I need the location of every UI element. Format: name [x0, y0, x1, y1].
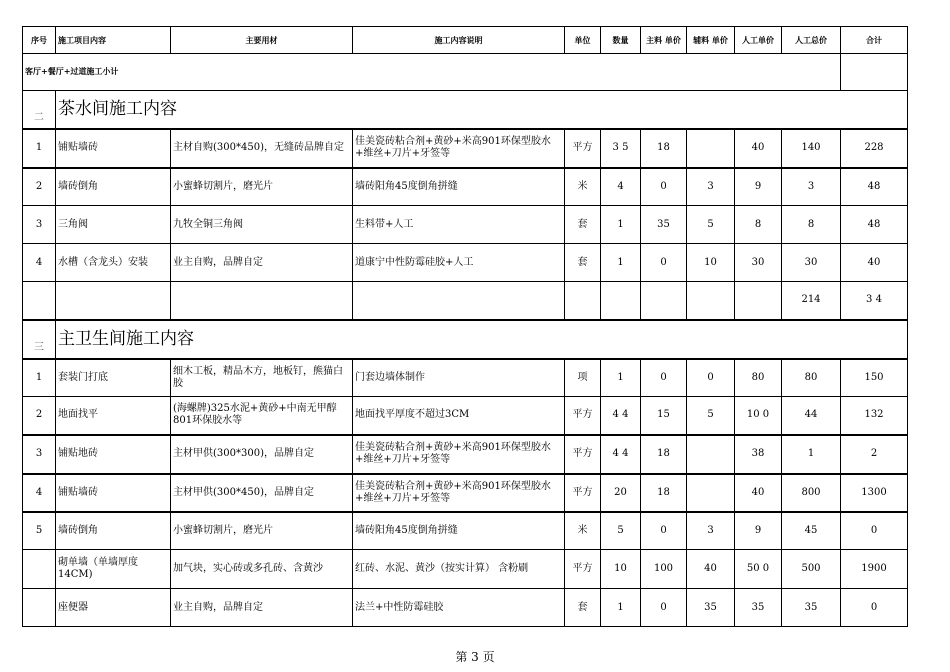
empty-cell	[23, 282, 56, 320]
row-aux-price: 0	[687, 359, 735, 397]
row-no: 4	[23, 244, 56, 282]
section-header	[23, 91, 908, 129]
row-item: 套装门打底	[56, 359, 171, 397]
empty-cell	[687, 282, 735, 320]
row-desc: 佳美瓷砖粘合剂+黄砂+米高901环保型胶水+维丝+刀片+牙签等	[353, 435, 565, 474]
empty-cell	[56, 282, 171, 320]
row-labor-price: 35	[735, 589, 782, 627]
row-material: 细木工板，精品木方，地板钉，熊猫白胶	[171, 359, 353, 397]
row-unit: 套	[565, 244, 601, 282]
row-material: 小蜜蜂切割片，磨光片	[171, 168, 353, 206]
table-row	[23, 589, 908, 627]
row-labor-price: 10 0	[735, 397, 782, 435]
row-unit: 平方	[565, 435, 601, 474]
row-item: 墙砖倒角	[56, 512, 171, 550]
row-main-price: 0	[641, 168, 687, 206]
row-qty: 1	[601, 206, 641, 244]
row-total: 1300	[841, 474, 908, 512]
row-main-price: 0	[641, 512, 687, 550]
row-labor-total: 35	[782, 589, 841, 627]
row-labor-total: 500	[782, 550, 841, 589]
row-labor-total: 3	[782, 168, 841, 206]
table-row	[23, 359, 908, 397]
section-filler	[565, 91, 908, 129]
row-labor-price: 30	[735, 244, 782, 282]
row-unit: 米	[565, 512, 601, 550]
row-desc: 墙砖阳角45度倒角拼缝	[353, 168, 565, 206]
row-desc: 佳美瓷砖粘合剂+黄砂+米高901环保型胶水+维丝+刀片+牙签等	[353, 129, 565, 168]
row-aux-price: 3	[687, 168, 735, 206]
row-labor-price: 8	[735, 206, 782, 244]
row-total: 0	[841, 512, 908, 550]
row-desc: 墙砖阳角45度倒角拼缝	[353, 512, 565, 550]
row-main-price: 0	[641, 244, 687, 282]
table-row	[23, 474, 908, 512]
section-number: 三	[23, 320, 56, 359]
row-qty: 10	[601, 550, 641, 589]
row-total: 0	[841, 589, 908, 627]
row-desc: 法兰+中性防霉硅胶	[353, 589, 565, 627]
row-qty: 20	[601, 474, 641, 512]
row-total: 48	[841, 206, 908, 244]
row-aux-price: 40	[687, 550, 735, 589]
page-number: 第 3 页	[455, 650, 495, 664]
header-cell: 施工项目内容	[56, 27, 171, 54]
section-sum-row	[23, 282, 908, 320]
row-total: 40	[841, 244, 908, 282]
section-title: 主卫生间施工内容	[56, 320, 565, 359]
header-cell: 主料 单价	[641, 27, 687, 54]
header-cell: 人工单价	[735, 27, 782, 54]
row-total: 2	[841, 435, 908, 474]
section-title: 茶水间施工内容	[56, 91, 565, 129]
row-material: 加气块，实心砖或多孔砖、含黄沙	[171, 550, 353, 589]
empty-cell	[641, 282, 687, 320]
header-cell: 主要用材	[171, 27, 353, 54]
row-main-price: 18	[641, 474, 687, 512]
section-number: 二	[23, 91, 56, 129]
row-aux-price	[687, 474, 735, 512]
row-aux-price: 35	[687, 589, 735, 627]
header-cell: 人工总价	[782, 27, 841, 54]
row-no: 4	[23, 474, 56, 512]
row-total: 1900	[841, 550, 908, 589]
row-main-price: 18	[641, 129, 687, 168]
table-row	[23, 435, 908, 474]
row-no: 1	[23, 359, 56, 397]
row-unit: 套	[565, 206, 601, 244]
row-item: 砌单墙（单墙厚度14CM)	[56, 550, 171, 589]
header-cell: 序号	[23, 27, 56, 54]
row-main-price: 0	[641, 589, 687, 627]
row-material: 九牧全铜三角阀	[171, 206, 353, 244]
section-header	[23, 320, 908, 359]
row-labor-total: 140	[782, 129, 841, 168]
row-main-price: 18	[641, 435, 687, 474]
subtotal-total	[841, 54, 908, 91]
row-qty: 1	[601, 589, 641, 627]
section-sum-total: 3 4	[841, 282, 908, 320]
row-unit: 套	[565, 589, 601, 627]
row-item: 铺贴地砖	[56, 435, 171, 474]
row-unit: 平方	[565, 397, 601, 435]
subtotal-label: 客厅+餐厅+过道施工小计	[23, 54, 841, 91]
table-row	[23, 397, 908, 435]
row-no: 2	[23, 397, 56, 435]
row-qty: 1	[601, 359, 641, 397]
row-qty: 4 4	[601, 435, 641, 474]
row-no	[23, 550, 56, 589]
row-labor-total: 30	[782, 244, 841, 282]
empty-cell	[601, 282, 641, 320]
row-total: 48	[841, 168, 908, 206]
row-unit: 平方	[565, 129, 601, 168]
table-row	[23, 168, 908, 206]
row-labor-total: 1	[782, 435, 841, 474]
row-labor-price: 9	[735, 168, 782, 206]
row-item: 地面找平	[56, 397, 171, 435]
row-item: 墙砖倒角	[56, 168, 171, 206]
row-aux-price: 5	[687, 397, 735, 435]
row-total: 228	[841, 129, 908, 168]
table-row	[23, 244, 908, 282]
row-unit: 平方	[565, 550, 601, 589]
row-total: 150	[841, 359, 908, 397]
table-row	[23, 206, 908, 244]
header-row	[23, 27, 908, 54]
header-cell: 合计	[841, 27, 908, 54]
row-material: 主材自购(300*450)，无缝砖品牌自定	[171, 129, 353, 168]
row-no: 3	[23, 435, 56, 474]
row-aux-price: 3	[687, 512, 735, 550]
row-unit: 项	[565, 359, 601, 397]
row-labor-price: 40	[735, 129, 782, 168]
header-cell: 数量	[601, 27, 641, 54]
row-labor-price: 9	[735, 512, 782, 550]
row-labor-price: 80	[735, 359, 782, 397]
row-labor-price: 40	[735, 474, 782, 512]
row-item: 水槽（含龙头）安装	[56, 244, 171, 282]
row-material: 业主自购，品牌自定	[171, 589, 353, 627]
row-item: 座便器	[56, 589, 171, 627]
row-main-price: 0	[641, 359, 687, 397]
row-aux-price: 5	[687, 206, 735, 244]
section-filler	[565, 320, 908, 359]
row-total: 132	[841, 397, 908, 435]
row-qty: 3 5	[601, 129, 641, 168]
section-sum-labor-total: 214	[782, 282, 841, 320]
row-material: 小蜜蜂切割片，磨光片	[171, 512, 353, 550]
row-labor-price: 50 0	[735, 550, 782, 589]
row-material: 主材甲供(300*450)，品牌自定	[171, 474, 353, 512]
row-aux-price	[687, 129, 735, 168]
row-item: 三角阀	[56, 206, 171, 244]
row-labor-total: 44	[782, 397, 841, 435]
row-labor-total: 8	[782, 206, 841, 244]
row-qty: 5	[601, 512, 641, 550]
row-desc: 佳美瓷砖粘合剂+黄砂+米高901环保型胶水+维丝+刀片+牙签等	[353, 474, 565, 512]
row-no: 1	[23, 129, 56, 168]
subtotal-row	[23, 54, 908, 91]
quotation-table	[22, 26, 908, 627]
row-qty: 4	[601, 168, 641, 206]
table-row	[23, 550, 908, 589]
empty-cell	[735, 282, 782, 320]
row-main-price: 15	[641, 397, 687, 435]
row-qty: 4 4	[601, 397, 641, 435]
row-material: 主材甲供(300*300)，品牌自定	[171, 435, 353, 474]
row-labor-price: 38	[735, 435, 782, 474]
row-desc: 地面找平厚度不超过3CM	[353, 397, 565, 435]
row-desc: 门套边墙体制作	[353, 359, 565, 397]
row-desc: 生料带+人工	[353, 206, 565, 244]
row-main-price: 35	[641, 206, 687, 244]
row-labor-total: 800	[782, 474, 841, 512]
row-unit: 平方	[565, 474, 601, 512]
row-no: 2	[23, 168, 56, 206]
table-row	[23, 129, 908, 168]
row-desc: 红砖、水泥、黄沙（按实计算） 含粉刷	[353, 550, 565, 589]
empty-cell	[565, 282, 601, 320]
empty-cell	[171, 282, 353, 320]
row-aux-price: 10	[687, 244, 735, 282]
header-cell: 辅料 单价	[687, 27, 735, 54]
empty-cell	[353, 282, 565, 320]
row-no: 3	[23, 206, 56, 244]
row-qty: 1	[601, 244, 641, 282]
row-no: 5	[23, 512, 56, 550]
row-no	[23, 589, 56, 627]
row-aux-price	[687, 435, 735, 474]
row-labor-total: 80	[782, 359, 841, 397]
header-cell: 施工内容说明	[353, 27, 565, 54]
row-material: 业主自购，品牌自定	[171, 244, 353, 282]
header-cell: 单位	[565, 27, 601, 54]
row-main-price: 100	[641, 550, 687, 589]
row-material: (海螺牌)325水泥+黄砂+中南无甲醇801环保胶水等	[171, 397, 353, 435]
row-labor-total: 45	[782, 512, 841, 550]
row-item: 铺贴墙砖	[56, 474, 171, 512]
row-desc: 道康宁中性防霉硅胶+人工	[353, 244, 565, 282]
table-row	[23, 512, 908, 550]
row-item: 铺贴墙砖	[56, 129, 171, 168]
row-unit: 米	[565, 168, 601, 206]
